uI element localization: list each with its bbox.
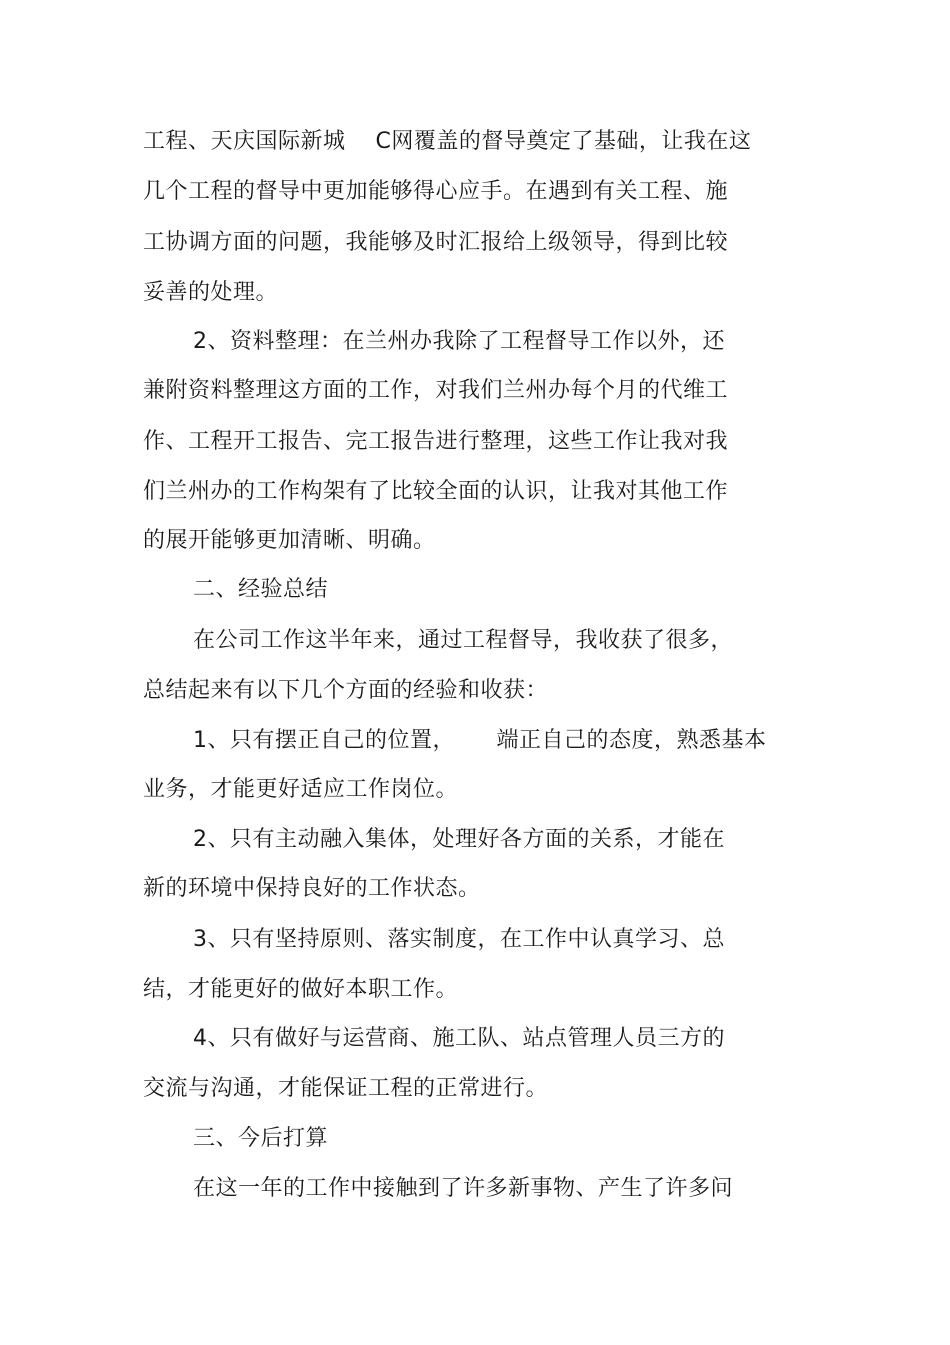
text-line: 结，才能更好的做好本职工作。 <box>143 977 459 1002</box>
text-line: 交流与沟通，才能保证工程的正常进行。 <box>143 1076 549 1101</box>
text-line: 工程、天庆国际新城 C网覆盖的督导奠定了基础，让我在这 <box>143 129 752 154</box>
text-line: 的展开能够更加清晰、明确。 <box>143 528 436 553</box>
text-line: 1、只有摆正自己的位置， 端正自己的态度，熟悉基本 <box>193 728 767 753</box>
text-line: 业务，才能更好适应工作岗位。 <box>143 777 459 802</box>
text-line: 2、只有主动融入集体，处理好各方面的关系，才能在 <box>193 827 725 852</box>
text-line: 3、只有坚持原则、落实制度，在工作中认真学习、总 <box>193 927 725 952</box>
section-heading: 二、经验总结 <box>193 577 329 602</box>
text-line: 几个工程的督导中更加能够得心应手。在遇到有关工程、施 <box>143 179 729 204</box>
text-line: 在这一年的工作中接触到了许多新事物、产生了许多问 <box>193 1176 734 1201</box>
text-line: 妥善的处理。 <box>143 280 279 305</box>
text-line: 工协调方面的问题，我能够及时汇报给上级领导，得到比较 <box>143 230 729 255</box>
section-heading: 三、今后打算 <box>193 1126 329 1151</box>
text-line: 4、只有做好与运营商、施工队、站点管理人员三方的 <box>193 1026 725 1051</box>
text-line: 在公司工作这半年来，通过工程督导，我收获了很多， <box>193 628 734 653</box>
text-line: 新的环境中保持良好的工作状态。 <box>143 876 481 901</box>
text-line: 2、资料整理：在兰州办我除了工程督导工作以外，还 <box>193 329 725 354</box>
text-line: 兼附资料整理这方面的工作，对我们兰州办每个月的代维工 <box>143 378 729 403</box>
text-line: 作、工程开工报告、完工报告进行整理，这些工作让我对我 <box>143 429 729 454</box>
text-line: 总结起来有以下几个方面的经验和收获： <box>143 678 549 703</box>
text-line: 们兰州办的工作构架有了比较全面的认识，让我对其他工作 <box>143 479 729 504</box>
